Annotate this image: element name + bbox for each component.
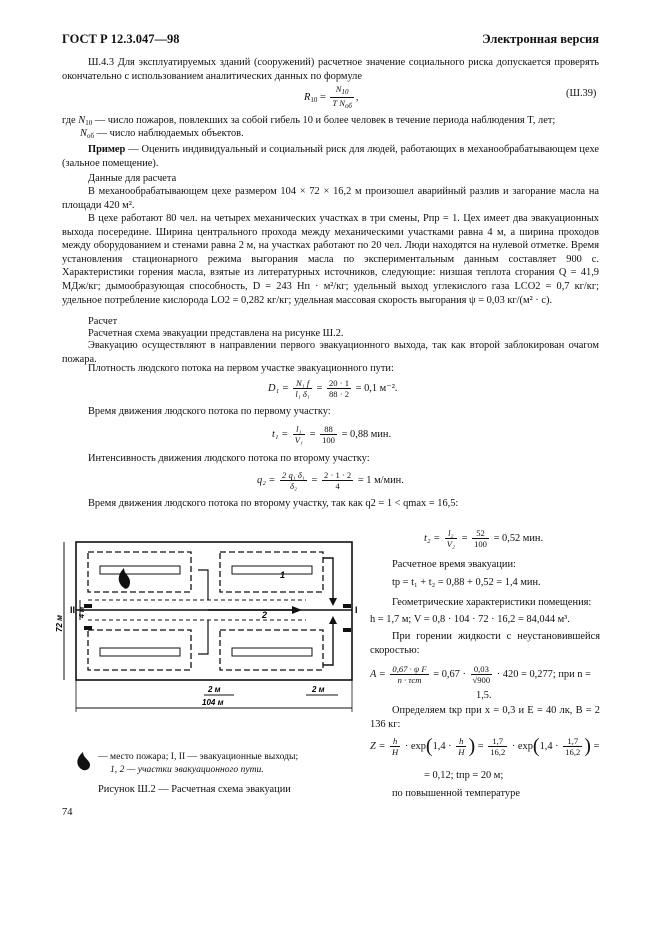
figure-legend-line-1: — место пожара; I, II — эвакуационные выходы;: [98, 751, 299, 762]
burn-title: При горении жидкости с неустановившейся скоростью:: [370, 631, 600, 656]
where-n10: где $N_{10}$ — число пожаров, повлекших за собой гибель 10 и более человек в течение периода наблюдения T, лет;: [62, 115, 556, 127]
document-header-left: ГОСТ Р 12.3.047—98: [62, 32, 180, 46]
exit-2-label: II: [70, 605, 76, 615]
section-bottom-right: [220, 630, 323, 670]
formula-z-result: = 0,12; tпр = 20 м;: [424, 770, 504, 781]
section-top-left: [88, 552, 191, 592]
figure-caption: Рисунок Ш.2 — Расчетная схема эвакуации: [98, 784, 291, 795]
formula-a-n: 1,5.: [476, 690, 492, 701]
formula-t1: t₁ = $\frac{\text{l₁}}{\text{V₁}}$ = $\frac{88}{100}$ = 0,88 мин.: [272, 424, 392, 445]
calc-paragraph-6: Время движения людского потока по второму участку, так как q2 = 1 < qmax = 16,5:: [88, 498, 459, 509]
calc-title: Расчет: [88, 316, 118, 327]
document-header-right: Электронная версия: [482, 32, 599, 46]
flow-section-2-label: 2: [262, 610, 268, 620]
calc-paragraph-5: Интенсивность движения людского потока по второму участку:: [88, 453, 370, 464]
evacuation-scheme-figure: [55, 530, 358, 740]
fire-location-icon: [119, 568, 130, 589]
page-number: 74: [62, 807, 73, 818]
dim-2m-label-b: 2 м: [312, 685, 325, 694]
calc-paragraph-3: Плотность людского потока на первом участке эвакуационного пути:: [88, 363, 394, 374]
example-paragraph: Пример — Оценить индивидуальный и социальный риск для людей, работающих в механообрабатывающем цехе (зальное помещение).: [62, 144, 599, 169]
geom-title: Геометрические характеристики помещения:: [392, 597, 592, 608]
dim-aisle-label: 4 м: [79, 606, 86, 618]
formula-t2: t₂ = $\frac{\text{l₂}}{\text{V₂}}$ = $\frac{52}{100}$ = 0,52 мин.: [424, 528, 544, 549]
dim-width-label: 104 м: [202, 698, 224, 707]
legend-fire-icon: [72, 750, 94, 772]
equation-number: (Ш.39): [566, 88, 597, 99]
formula-r10: $R_{10}$ = $\frac{N_{10}}{T N_{об}}$ ,: [304, 84, 359, 110]
formula-geom: h = 1,7 м; V = 0,8 · 104 · 72 · 16,2 = 84,044 м³.: [370, 614, 570, 625]
calc-paragraph-2: Эвакуацию осуществляют в направлении первого эвакуационного выхода, так как второй заблокирован очагом пожара.: [62, 340, 599, 365]
given-paragraph-2: В цехе работают 80 чел. на четырех механических участках в три смены, Pпр = 1. Цех имеет два эвакуационных выхода посередине. Ширина центрального прохода между механическими участками равна 4 м, а ширина проходов между оборудованием и стенами равна 2 м, на участках работают по 20 чел. Люди находятся на нулевой отметке. Время установления стационарного режима выгорания масла по экспериментальным данным составляет 900 с. Характеристики горения масла, взятые из литературных источников, следующие: низшая теплота сгорания Q = 41,9 МДж/кг; дымообразующая способность, D = 243 Нп · м²/кг; удельный выход углекислого газа LCO2 = 0,7 кг/кг; удельное потребление кислорода LO2 = 0,282 кг/кг; удельная массовая скорость выгорания ψ = 0,03 кг/(м² · с).: [62, 213, 599, 306]
calc-paragraph-1: Расчетная схема эвакуации представлена на рисунке Ш.2.: [88, 328, 344, 339]
calc-paragraph-4: Время движения людского потока по первому участку:: [88, 406, 331, 417]
section-top-right: [220, 552, 323, 592]
exit-1-marker: [343, 604, 351, 608]
exit-1-label: I: [355, 605, 358, 615]
temperature-title: по повышенной температуре: [392, 788, 520, 799]
dim-2m-label-a: 2 м: [208, 685, 221, 694]
formula-tp: tр = t₁ + t₂ = 0,88 + 0,52 = 1,4 мин.: [392, 577, 541, 588]
formula-d1: D₁ = $\frac{\text{N₁ f}}{\text{l₁ δ₁}}$ = $\frac{20 \cdot 1}{88 \cdot 2}$ = 0,1 м⁻².: [268, 378, 398, 399]
building-outline: [76, 542, 352, 680]
determine-title: Определяем tкр при x = 0,3 и E = 40 лк, B = 2 136 кг:: [370, 705, 600, 730]
given-paragraph-1: В механообрабатывающем цехе размером 104 × 72 × 16,2 м произошел аварийный разлив и загорание масла на площади 420 м².: [62, 186, 599, 211]
tp-title: Расчетное время эвакуации:: [392, 559, 516, 570]
dim-height-label: 72 м: [55, 614, 64, 632]
figure-legend-line-2: 1, 2 — участки эвакуационного пути.: [110, 764, 264, 775]
where-nob: $N_{об}$ — число наблюдаемых объектов.: [80, 128, 244, 140]
paragraph-sh-4-3: Ш.4.3 Для эксплуатируемых зданий (сооружений) расчетное значение социального риска допускается проверять окончательно с использованием аналитических данных по формуле: [62, 57, 599, 82]
formula-q2: q₂ = $\frac{\text{2 q₁ δ₁}}{\text{δ₂}}$ = $\frac{2 \cdot 1 \cdot 2}{4}$ = 1 м/мин.: [257, 470, 404, 491]
given-title: Данные для расчета: [88, 173, 177, 184]
formula-a: A = $\frac{\text{0,67 · ψ F}}{\text{n · τст}}$ = 0,67 · $\frac{0,03}{√900}$ · 420 = 0,277; при n =: [370, 664, 591, 685]
section-bottom-left: [88, 630, 191, 670]
flow-section-1-label: 1: [280, 570, 286, 580]
formula-z: Z = $\frac{h}{H}$ · exp(1,4 · $\frac{h}{H}$ ) = $\frac{1,7}{16,2}$ · exp(1,4 · $\frac{1,7}{16,2}$ ) =: [370, 735, 600, 757]
